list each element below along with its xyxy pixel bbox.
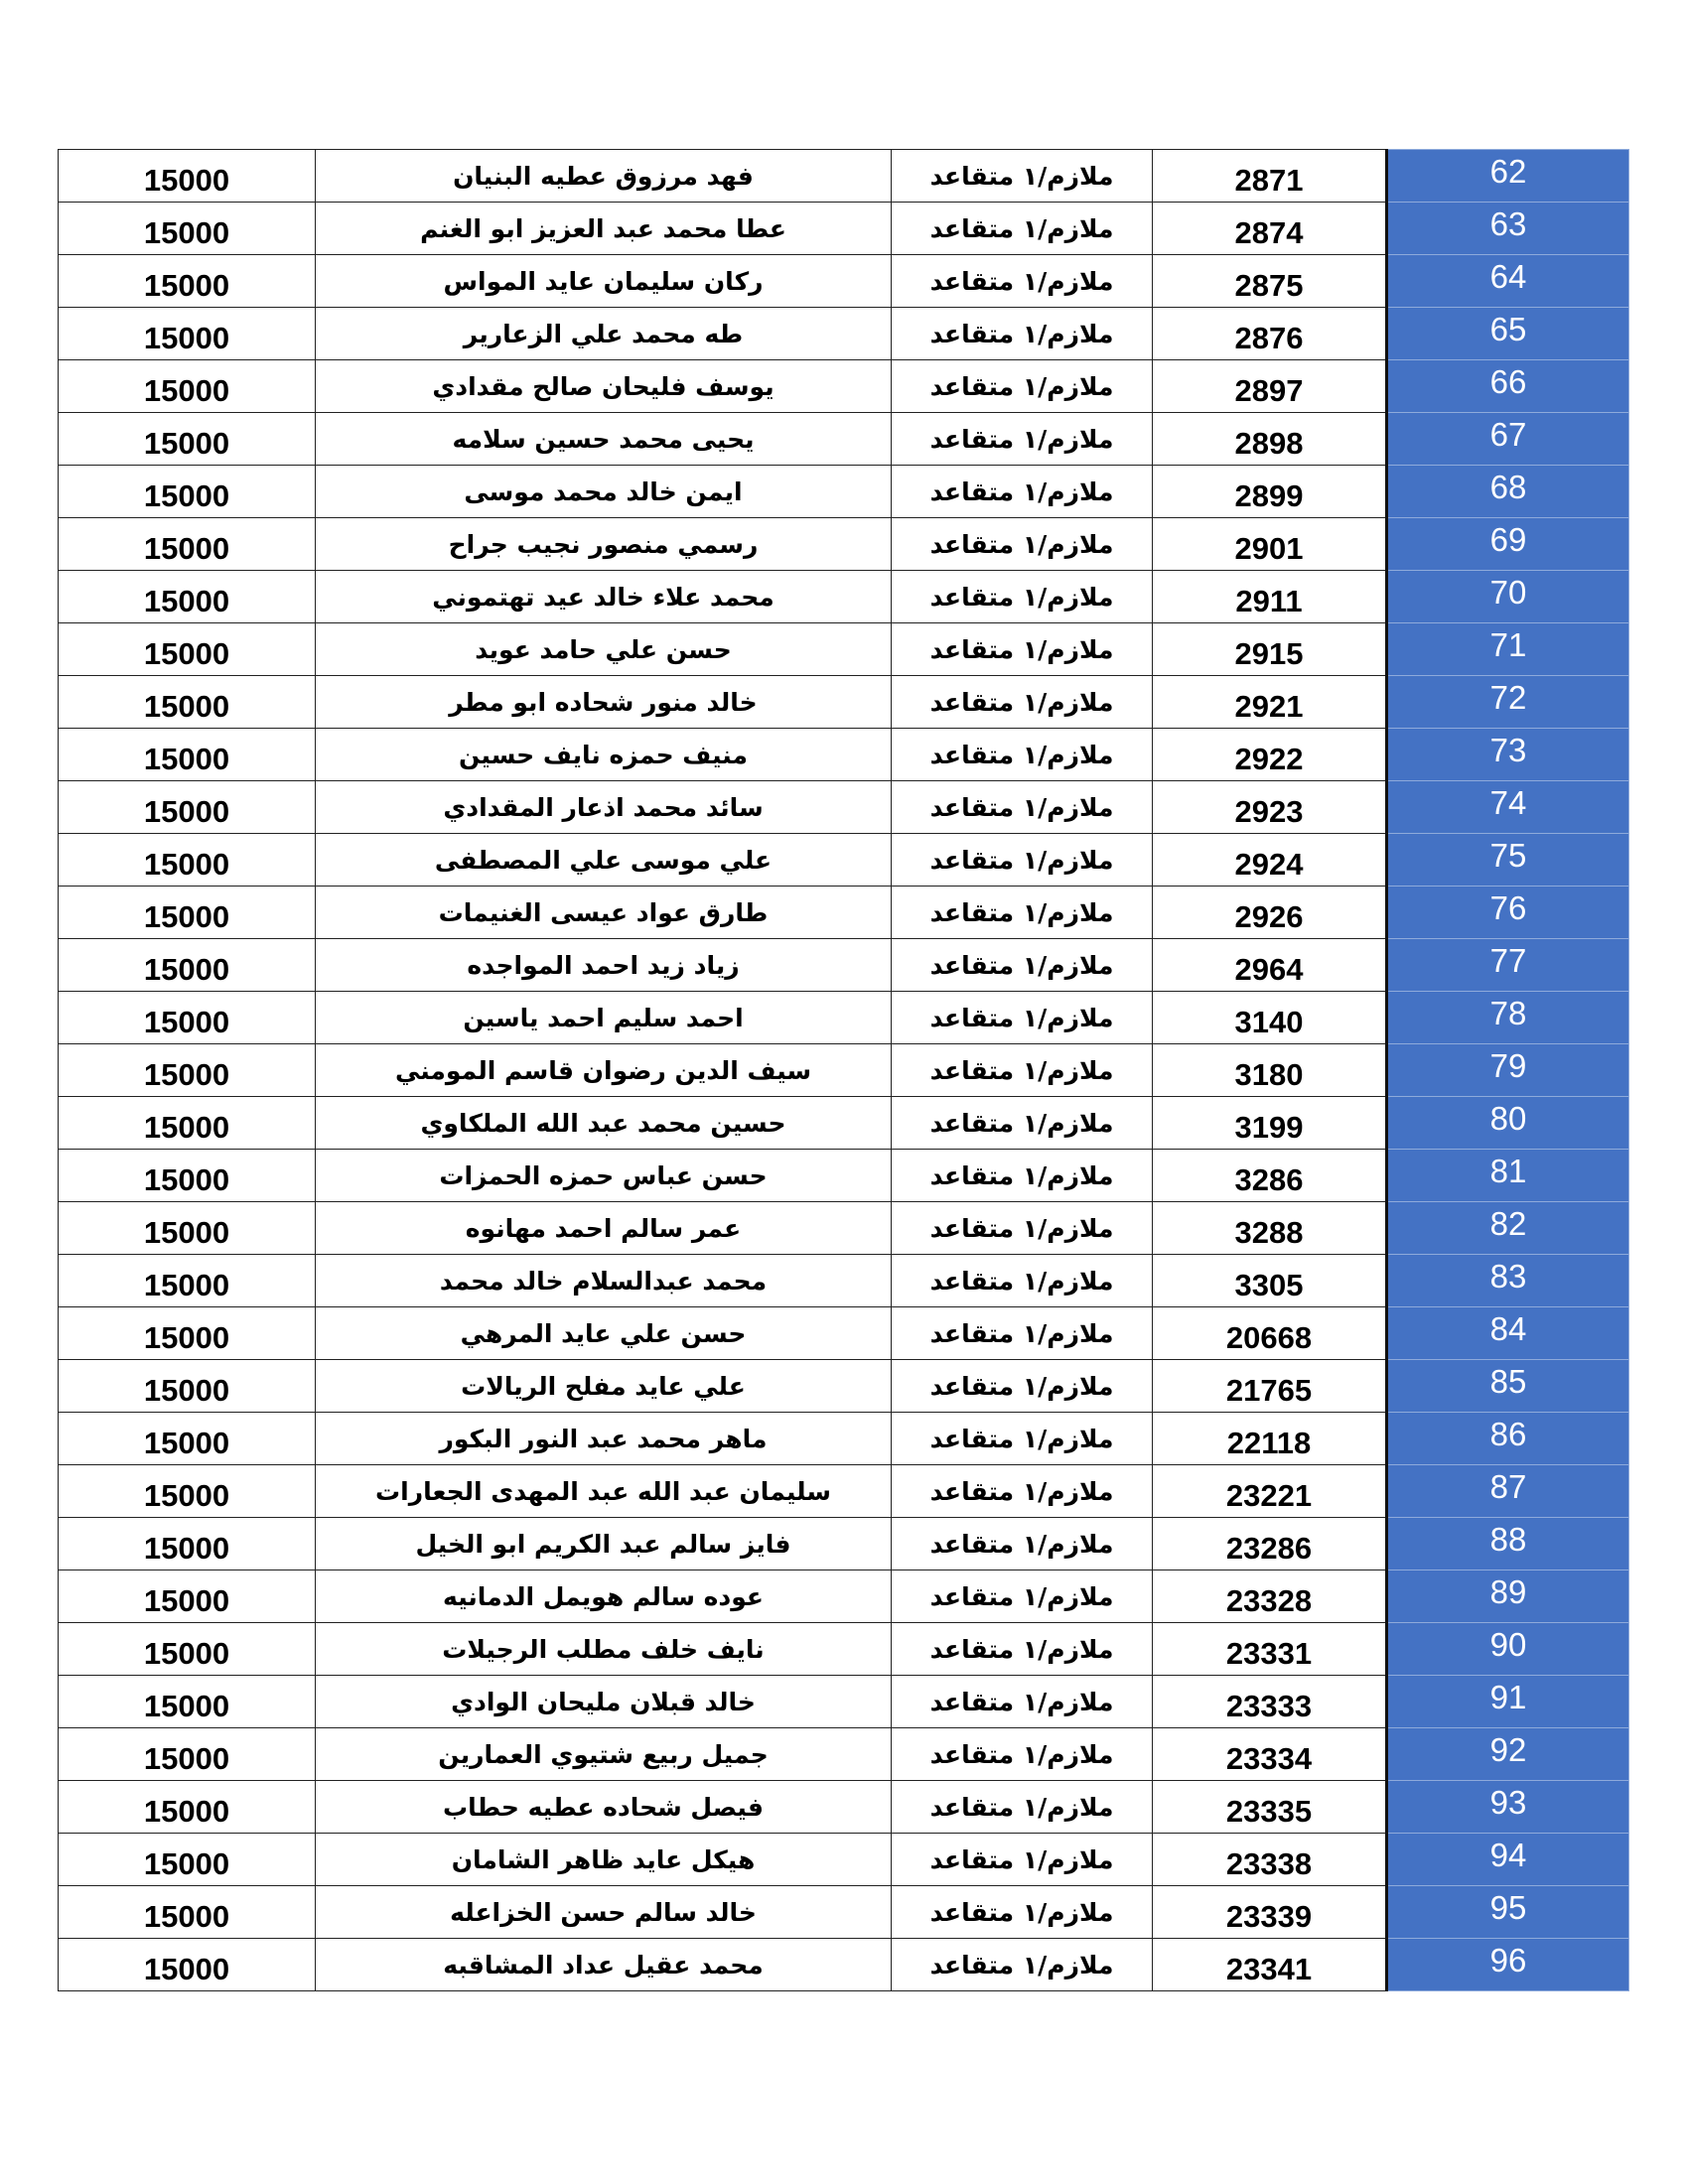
- name-cell: يحيى محمد حسين سلامه: [316, 413, 892, 466]
- roster-table: [58, 149, 1629, 1991]
- amount-cell: 15000: [59, 729, 316, 781]
- table-row: [59, 834, 1629, 887]
- amount-cell: 15000: [59, 1834, 316, 1886]
- name-cell: علي موسى علي المصطفى: [316, 834, 892, 887]
- sequence-number-cell: 70: [1387, 571, 1629, 623]
- id-number-cell: 23341: [1153, 1939, 1387, 1991]
- table-row: [59, 1413, 1629, 1465]
- name-cell: احمد سليم احمد ياسين: [316, 992, 892, 1044]
- sequence-number-cell: 89: [1387, 1570, 1629, 1623]
- table-row: [59, 781, 1629, 834]
- table-row: [59, 571, 1629, 623]
- sequence-number-cell: 94: [1387, 1834, 1629, 1886]
- rank-cell: ملازم/١ متقاعد: [892, 255, 1153, 308]
- table-row: [59, 1465, 1629, 1518]
- table-row: [59, 150, 1629, 203]
- name-cell: طارق عواد عيسى الغنيمات: [316, 887, 892, 939]
- id-number-cell: 2876: [1153, 308, 1387, 360]
- sequence-number-cell: 78: [1387, 992, 1629, 1044]
- name-cell: محمد عبدالسلام خالد محمد: [316, 1255, 892, 1307]
- id-number-cell: 3286: [1153, 1150, 1387, 1202]
- id-number-cell: 2923: [1153, 781, 1387, 834]
- id-number-cell: 2921: [1153, 676, 1387, 729]
- rank-cell: ملازم/١ متقاعد: [892, 1570, 1153, 1623]
- rank-cell: ملازم/١ متقاعد: [892, 992, 1153, 1044]
- id-number-cell: 3180: [1153, 1044, 1387, 1097]
- table-row: [59, 887, 1629, 939]
- name-cell: عوده سالم هويمل الدمانيه: [316, 1570, 892, 1623]
- amount-cell: 15000: [59, 1044, 316, 1097]
- name-cell: زياد زيد احمد المواجده: [316, 939, 892, 992]
- table-row: [59, 1255, 1629, 1307]
- name-cell: سائد محمد اذعار المقدادي: [316, 781, 892, 834]
- sequence-number-cell: 67: [1387, 413, 1629, 466]
- sequence-number-cell: 74: [1387, 781, 1629, 834]
- rank-cell: ملازم/١ متقاعد: [892, 150, 1153, 203]
- table-row: [59, 1886, 1629, 1939]
- table-row: [59, 413, 1629, 466]
- rank-cell: ملازم/١ متقاعد: [892, 1307, 1153, 1360]
- rank-cell: ملازم/١ متقاعد: [892, 1886, 1153, 1939]
- table-row: [59, 1623, 1629, 1676]
- sequence-number-cell: 96: [1387, 1939, 1629, 1991]
- amount-cell: 15000: [59, 992, 316, 1044]
- id-number-cell: 3305: [1153, 1255, 1387, 1307]
- rank-cell: ملازم/١ متقاعد: [892, 1781, 1153, 1834]
- table-row: [59, 676, 1629, 729]
- name-cell: ركان سليمان عايد المواس: [316, 255, 892, 308]
- rank-cell: ملازم/١ متقاعد: [892, 939, 1153, 992]
- name-cell: عمر سالم احمد مهانوه: [316, 1202, 892, 1255]
- sequence-number-cell: 72: [1387, 676, 1629, 729]
- sequence-number-cell: 84: [1387, 1307, 1629, 1360]
- id-number-cell: 2899: [1153, 466, 1387, 518]
- rank-cell: ملازم/١ متقاعد: [892, 1413, 1153, 1465]
- rank-cell: ملازم/١ متقاعد: [892, 413, 1153, 466]
- amount-cell: 15000: [59, 308, 316, 360]
- table-row: [59, 1781, 1629, 1834]
- amount-cell: 15000: [59, 150, 316, 203]
- id-number-cell: 22118: [1153, 1413, 1387, 1465]
- table-row: [59, 518, 1629, 571]
- id-number-cell: 23334: [1153, 1728, 1387, 1781]
- amount-cell: 15000: [59, 623, 316, 676]
- name-cell: حسن عباس حمزه الحمزات: [316, 1150, 892, 1202]
- table-row: [59, 466, 1629, 518]
- sequence-number-cell: 71: [1387, 623, 1629, 676]
- table-row: [59, 1044, 1629, 1097]
- rank-cell: ملازم/١ متقاعد: [892, 1465, 1153, 1518]
- sequence-number-cell: 87: [1387, 1465, 1629, 1518]
- name-cell: جميل ربيع شتيوي العمارين: [316, 1728, 892, 1781]
- id-number-cell: 23339: [1153, 1886, 1387, 1939]
- sequence-number-cell: 82: [1387, 1202, 1629, 1255]
- rank-cell: ملازم/١ متقاعد: [892, 1728, 1153, 1781]
- amount-cell: 15000: [59, 466, 316, 518]
- sequence-number-cell: 75: [1387, 834, 1629, 887]
- id-number-cell: 2926: [1153, 887, 1387, 939]
- sequence-number-cell: 76: [1387, 887, 1629, 939]
- amount-cell: 15000: [59, 1202, 316, 1255]
- rank-cell: ملازم/١ متقاعد: [892, 203, 1153, 255]
- id-number-cell: 2915: [1153, 623, 1387, 676]
- table-row: [59, 360, 1629, 413]
- id-number-cell: 23335: [1153, 1781, 1387, 1834]
- table-row: [59, 1360, 1629, 1413]
- name-cell: سيف الدين رضوان قاسم المومني: [316, 1044, 892, 1097]
- table-row: [59, 1150, 1629, 1202]
- id-number-cell: 2875: [1153, 255, 1387, 308]
- name-cell: يوسف فليحان صالح مقدادي: [316, 360, 892, 413]
- amount-cell: 15000: [59, 1781, 316, 1834]
- rank-cell: ملازم/١ متقاعد: [892, 308, 1153, 360]
- table-row: [59, 939, 1629, 992]
- rank-cell: ملازم/١ متقاعد: [892, 1150, 1153, 1202]
- sequence-number-cell: 73: [1387, 729, 1629, 781]
- id-number-cell: 3288: [1153, 1202, 1387, 1255]
- amount-cell: 15000: [59, 203, 316, 255]
- rank-cell: ملازم/١ متقاعد: [892, 1518, 1153, 1570]
- amount-cell: 15000: [59, 1676, 316, 1728]
- amount-cell: 15000: [59, 1307, 316, 1360]
- name-cell: ماهر محمد عبد النور البكور: [316, 1413, 892, 1465]
- id-number-cell: 23338: [1153, 1834, 1387, 1886]
- table-row: [59, 1834, 1629, 1886]
- table-row: [59, 623, 1629, 676]
- name-cell: طه محمد علي الزعارير: [316, 308, 892, 360]
- name-cell: خالد سالم حسن الخزاعله: [316, 1886, 892, 1939]
- rank-cell: ملازم/١ متقاعد: [892, 1044, 1153, 1097]
- id-number-cell: 23331: [1153, 1623, 1387, 1676]
- name-cell: نايف خلف مطلب الرجيلات: [316, 1623, 892, 1676]
- amount-cell: 15000: [59, 834, 316, 887]
- name-cell: فهد مرزوق عطيه البنيان: [316, 150, 892, 203]
- amount-cell: 15000: [59, 571, 316, 623]
- rank-cell: ملازم/١ متقاعد: [892, 1676, 1153, 1728]
- rank-cell: ملازم/١ متقاعد: [892, 518, 1153, 571]
- rank-cell: ملازم/١ متقاعد: [892, 676, 1153, 729]
- table-row: [59, 203, 1629, 255]
- name-cell: حسين محمد عبد الله الملكاوي: [316, 1097, 892, 1150]
- sequence-number-cell: 86: [1387, 1413, 1629, 1465]
- name-cell: حسن علي عايد المرهي: [316, 1307, 892, 1360]
- rank-cell: ملازم/١ متقاعد: [892, 1834, 1153, 1886]
- rank-cell: ملازم/١ متقاعد: [892, 571, 1153, 623]
- amount-cell: 15000: [59, 781, 316, 834]
- rank-cell: ملازم/١ متقاعد: [892, 1202, 1153, 1255]
- sequence-number-cell: 79: [1387, 1044, 1629, 1097]
- name-cell: حسن علي حامد عويد: [316, 623, 892, 676]
- sequence-number-cell: 64: [1387, 255, 1629, 308]
- table-row: [59, 992, 1629, 1044]
- amount-cell: 15000: [59, 413, 316, 466]
- name-cell: خالد منور شحاده ابو مطر: [316, 676, 892, 729]
- id-number-cell: 20668: [1153, 1307, 1387, 1360]
- sequence-number-cell: 81: [1387, 1150, 1629, 1202]
- amount-cell: 15000: [59, 1255, 316, 1307]
- id-number-cell: 23286: [1153, 1518, 1387, 1570]
- amount-cell: 15000: [59, 939, 316, 992]
- rank-cell: ملازم/١ متقاعد: [892, 1939, 1153, 1991]
- amount-cell: 15000: [59, 255, 316, 308]
- amount-cell: 15000: [59, 1886, 316, 1939]
- amount-cell: 15000: [59, 1728, 316, 1781]
- sequence-number-cell: 92: [1387, 1728, 1629, 1781]
- sequence-number-cell: 95: [1387, 1886, 1629, 1939]
- amount-cell: 15000: [59, 1097, 316, 1150]
- amount-cell: 15000: [59, 887, 316, 939]
- table-row: [59, 255, 1629, 308]
- amount-cell: 15000: [59, 1570, 316, 1623]
- table-row: [59, 1097, 1629, 1150]
- table-row: [59, 1728, 1629, 1781]
- sequence-number-cell: 65: [1387, 308, 1629, 360]
- id-number-cell: 21765: [1153, 1360, 1387, 1413]
- table-row: [59, 1939, 1629, 1991]
- amount-cell: 15000: [59, 1465, 316, 1518]
- rank-cell: ملازم/١ متقاعد: [892, 1360, 1153, 1413]
- sequence-number-cell: 80: [1387, 1097, 1629, 1150]
- sequence-number-cell: 63: [1387, 203, 1629, 255]
- id-number-cell: 2924: [1153, 834, 1387, 887]
- id-number-cell: 3140: [1153, 992, 1387, 1044]
- table-row: [59, 729, 1629, 781]
- amount-cell: 15000: [59, 1518, 316, 1570]
- sequence-number-cell: 85: [1387, 1360, 1629, 1413]
- id-number-cell: 23328: [1153, 1570, 1387, 1623]
- table-row: [59, 308, 1629, 360]
- name-cell: ايمن خالد محمد موسى: [316, 466, 892, 518]
- sequence-number-cell: 69: [1387, 518, 1629, 571]
- name-cell: محمد علاء خالد عيد تهتموني: [316, 571, 892, 623]
- rank-cell: ملازم/١ متقاعد: [892, 360, 1153, 413]
- rank-cell: ملازم/١ متقاعد: [892, 623, 1153, 676]
- sequence-number-cell: 66: [1387, 360, 1629, 413]
- sequence-number-cell: 62: [1387, 150, 1629, 203]
- sequence-number-cell: 93: [1387, 1781, 1629, 1834]
- table-row: [59, 1202, 1629, 1255]
- rank-cell: ملازم/١ متقاعد: [892, 834, 1153, 887]
- amount-cell: 15000: [59, 518, 316, 571]
- rank-cell: ملازم/١ متقاعد: [892, 1255, 1153, 1307]
- id-number-cell: 2922: [1153, 729, 1387, 781]
- name-cell: محمد عقيل عداد المشاقبه: [316, 1939, 892, 1991]
- table-row: [59, 1570, 1629, 1623]
- id-number-cell: 3199: [1153, 1097, 1387, 1150]
- name-cell: سليمان عبد الله عبد المهدى الجعارات: [316, 1465, 892, 1518]
- id-number-cell: 2897: [1153, 360, 1387, 413]
- id-number-cell: 2898: [1153, 413, 1387, 466]
- id-number-cell: 2874: [1153, 203, 1387, 255]
- name-cell: فايز سالم عبد الكريم ابو الخيل: [316, 1518, 892, 1570]
- amount-cell: 15000: [59, 1150, 316, 1202]
- rank-cell: ملازم/١ متقاعد: [892, 466, 1153, 518]
- name-cell: علي عايد مفلح الريالات: [316, 1360, 892, 1413]
- sequence-number-cell: 68: [1387, 466, 1629, 518]
- id-number-cell: 2911: [1153, 571, 1387, 623]
- amount-cell: 15000: [59, 1939, 316, 1991]
- name-cell: عطا محمد عبد العزيز ابو الغنم: [316, 203, 892, 255]
- name-cell: منيف حمزه نايف حسين: [316, 729, 892, 781]
- table-row: [59, 1307, 1629, 1360]
- id-number-cell: 23221: [1153, 1465, 1387, 1518]
- amount-cell: 15000: [59, 360, 316, 413]
- amount-cell: 15000: [59, 1413, 316, 1465]
- table-row: [59, 1676, 1629, 1728]
- id-number-cell: 2901: [1153, 518, 1387, 571]
- sequence-number-cell: 90: [1387, 1623, 1629, 1676]
- sequence-number-cell: 88: [1387, 1518, 1629, 1570]
- rank-cell: ملازم/١ متقاعد: [892, 1623, 1153, 1676]
- rank-cell: ملازم/١ متقاعد: [892, 1097, 1153, 1150]
- sequence-number-cell: 91: [1387, 1676, 1629, 1728]
- id-number-cell: 2964: [1153, 939, 1387, 992]
- rank-cell: ملازم/١ متقاعد: [892, 729, 1153, 781]
- rank-cell: ملازم/١ متقاعد: [892, 887, 1153, 939]
- rank-cell: ملازم/١ متقاعد: [892, 781, 1153, 834]
- amount-cell: 15000: [59, 676, 316, 729]
- amount-cell: 15000: [59, 1360, 316, 1413]
- name-cell: خالد قبلان مليحان الوادي: [316, 1676, 892, 1728]
- sequence-number-cell: 83: [1387, 1255, 1629, 1307]
- roster-table-body: [59, 150, 1629, 1991]
- table-row: [59, 1518, 1629, 1570]
- name-cell: رسمي منصور نجيب جراح: [316, 518, 892, 571]
- id-number-cell: 2871: [1153, 150, 1387, 203]
- amount-cell: 15000: [59, 1623, 316, 1676]
- id-number-cell: 23333: [1153, 1676, 1387, 1728]
- name-cell: فيصل شحاده عطيه حطاب: [316, 1781, 892, 1834]
- name-cell: هيكل عايد ظاهر الشامان: [316, 1834, 892, 1886]
- sequence-number-cell: 77: [1387, 939, 1629, 992]
